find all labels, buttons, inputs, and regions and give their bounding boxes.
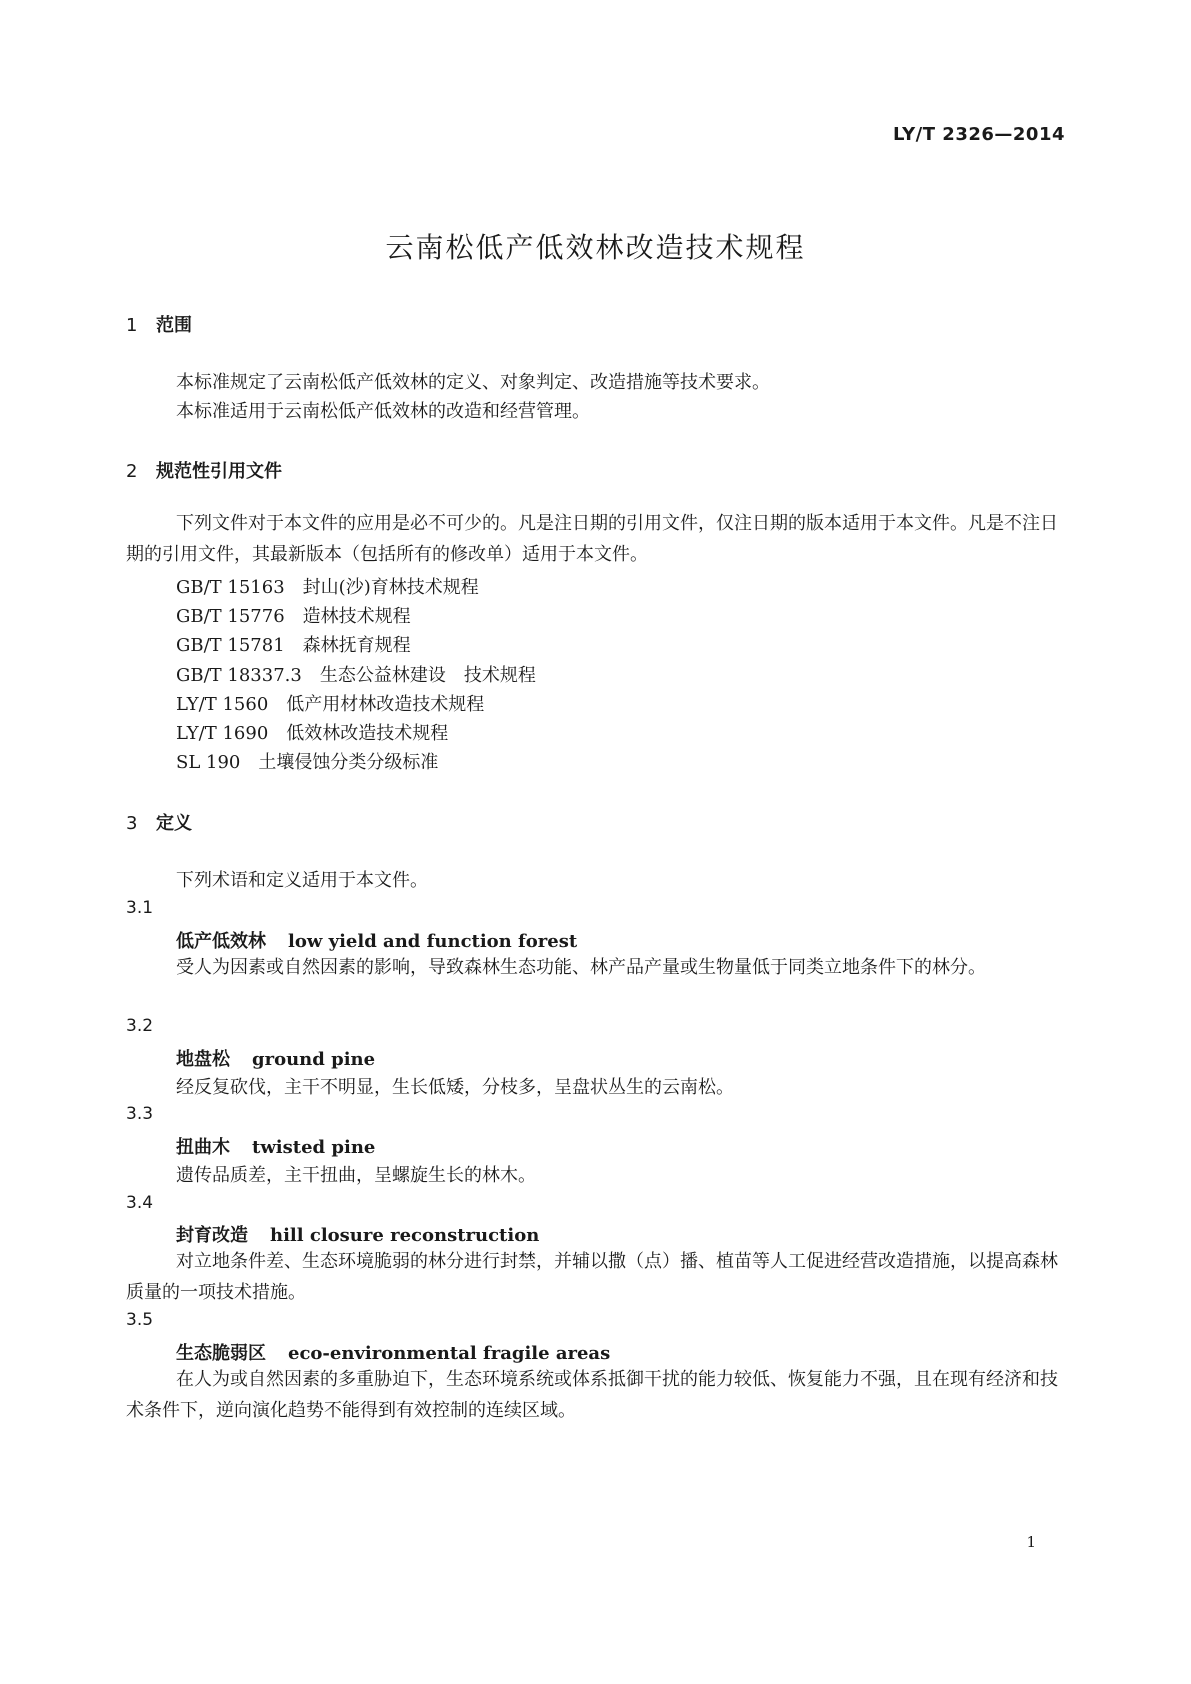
term-en: twisted pine (252, 1137, 376, 1158)
page-number: 1 (1026, 1533, 1036, 1551)
section-2-heading (126, 457, 282, 483)
reference-title: 生态公益林建设 技术规程 (319, 665, 536, 686)
reference-title: 低产用材林改造技术规程 (286, 694, 485, 715)
reference-item (176, 690, 484, 716)
reference-title: 森林抚育规程 (302, 635, 411, 656)
reference-item (176, 631, 411, 657)
definitions-intro: 下列术语和定义适用于本文件。 (176, 870, 428, 891)
term-definition: 遗传品质差，主干扭曲，呈螺旋生长的林木。 (176, 1165, 536, 1186)
term-cn: 地盘松 (176, 1049, 230, 1070)
section-title: 规范性引用文件 (156, 461, 282, 482)
term-cn: 扭曲木 (176, 1137, 230, 1158)
term-definition: 经反复砍伐，主干不明显，生长低矮，分枝多，呈盘状丛生的云南松。 (176, 1077, 734, 1098)
term-heading (176, 927, 577, 953)
term-cn: 生态脆弱区 (176, 1343, 266, 1364)
reference-item (176, 719, 448, 745)
term-number: 3.3 (126, 1104, 154, 1124)
reference-title: 造林技术规程 (302, 606, 411, 627)
term-cn: 低产低效林 (176, 931, 266, 952)
reference-title: 土壤侵蚀分类分级标准 (258, 752, 439, 773)
reference-title: 低效林改造技术规程 (286, 723, 449, 744)
scope-paragraph-1: 本标准规定了云南松低产低效林的定义、对象判定、改造措施等技术要求。 (176, 372, 770, 393)
section-title: 定义 (156, 813, 192, 834)
section-1-heading (126, 311, 192, 337)
reference-code: SL 190 (176, 752, 241, 773)
reference-code: LY/T 1690 (176, 723, 269, 744)
term-heading (176, 1133, 375, 1159)
term-definition: 受人为因素或自然因素的影响，导致森林生态功能、林产品产量或生物量低于同类立地条件下的林分。 (176, 957, 986, 978)
term-en: low yield and function forest (288, 931, 578, 952)
term-en: hill closure reconstruction (270, 1225, 540, 1246)
term-number: 3.1 (126, 898, 154, 918)
term-definition: 在人为或自然因素的多重胁迫下，生态环境系统或体系抵御干扰的能力较低、恢复能力不强，且在现有经济和技术条件下，逆向演化趋势不能得到有效控制的连续区域。 (126, 1369, 1058, 1421)
reference-item (176, 661, 536, 687)
section-number: 3 (126, 813, 138, 834)
page-title: 云南松低产低效林改造技术规程 (385, 231, 806, 264)
standard-code: LY/T 2326—2014 (892, 124, 1065, 145)
reference-code: GB/T 18337.3 (176, 665, 302, 686)
reference-code: LY/T 1560 (176, 694, 269, 715)
term-number: 3.4 (126, 1193, 154, 1213)
term-en: ground pine (252, 1049, 376, 1070)
term-definition: 对立地条件差、生态环境脆弱的林分进行封禁，并辅以撒（点）播、植苗等人工促进经营改造措施，以提高森林质量的一项技术措施。 (126, 1251, 1058, 1303)
section-3-heading (126, 809, 192, 835)
scope-paragraph-2: 本标准适用于云南松低产低效林的改造和经营管理。 (176, 401, 590, 422)
reference-title: 封山(沙)育林技术规程 (302, 577, 479, 598)
term-heading (176, 1221, 539, 1247)
reference-code: GB/T 15163 (176, 577, 285, 598)
reference-code: GB/T 15776 (176, 606, 285, 627)
reference-code: GB/T 15781 (176, 635, 285, 656)
term-number: 3.5 (126, 1310, 154, 1330)
section-title: 范围 (156, 315, 192, 336)
section-number: 2 (126, 461, 138, 482)
term-heading (176, 1339, 610, 1365)
term-heading (176, 1045, 375, 1071)
term-en: eco-environmental fragile areas (288, 1343, 611, 1364)
section-number: 1 (126, 315, 138, 336)
term-number: 3.2 (126, 1016, 154, 1036)
references-intro: 下列文件对于本文件的应用是必不可少的。凡是注日期的引用文件，仅注日期的版本适用于本文件。凡是不注日期的引用文件，其最新版本（包括所有的修改单）适用于本文件。 (126, 513, 1058, 565)
reference-item (176, 602, 411, 628)
term-cn: 封育改造 (176, 1225, 248, 1246)
reference-item (176, 573, 479, 599)
reference-item (176, 748, 438, 774)
